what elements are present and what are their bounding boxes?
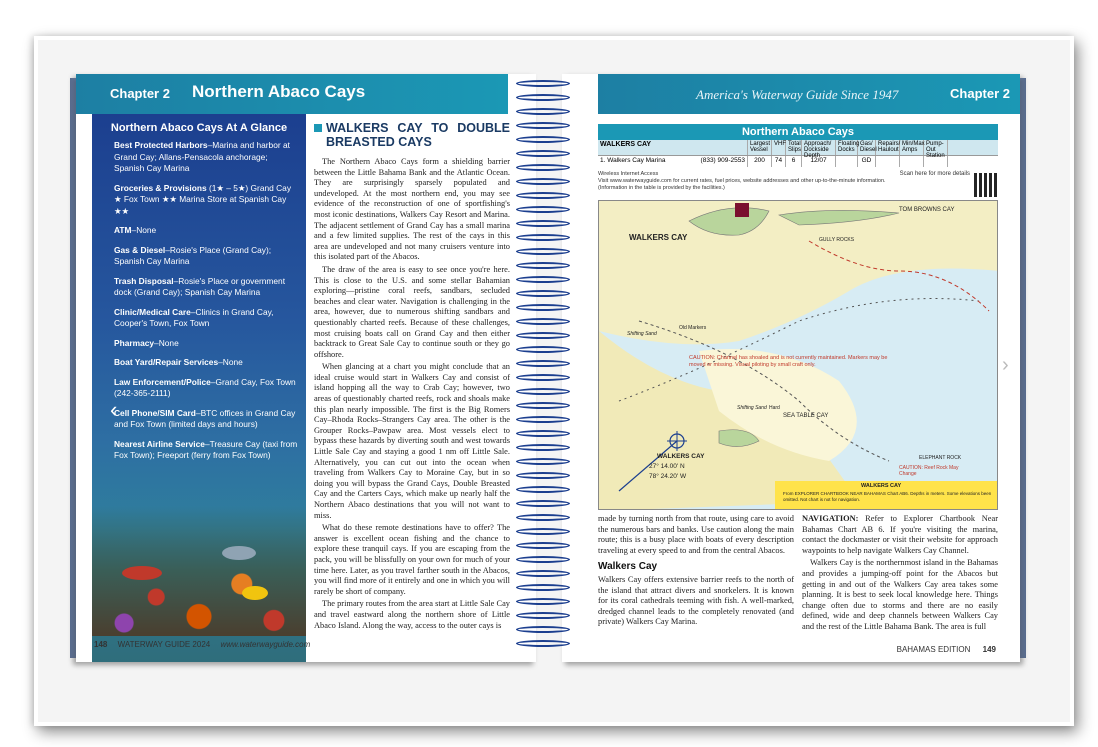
glance-item-label: Best Protected Harbors [114, 140, 208, 150]
glance-item-text: –Marina and harbor at Grand Cay; Allans-Pensacola anchorage; Spanish Cay Marina [114, 140, 290, 173]
spiral-coil [516, 276, 570, 283]
chapter-title: Northern Abaco Cays [192, 82, 366, 101]
spiral-coil [516, 626, 570, 633]
article-heading: WALKERS CAY TO DOUBLE BREASTED CAYS [314, 122, 510, 149]
right-footer [897, 645, 996, 654]
fish-shape [242, 586, 268, 600]
spiral-coil [516, 444, 570, 451]
spiral-coil [516, 346, 570, 353]
fish-shape [122, 566, 162, 580]
glance-item [114, 225, 298, 237]
spiral-coil [516, 122, 570, 129]
glance-item-label: Trash Disposal [114, 275, 174, 286]
right-column-1 [598, 514, 794, 630]
left-header-bar [76, 74, 508, 114]
glance-item-text: –BTC offices in Grand Cay and Fox Town (limited days and hours) [114, 407, 296, 429]
previous-page-arrow[interactable]: ‹ [110, 397, 118, 422]
glance-item-label: Boat Yard/Repair Services [114, 357, 219, 367]
glance-list [92, 134, 306, 462]
table-column-header: Repairs/ Haulout [878, 141, 901, 153]
next-page-arrow[interactable]: › [1002, 354, 1009, 376]
map-label: TOM BROWNS CAY [899, 207, 955, 213]
spiral-coil [516, 94, 570, 101]
glance-item-label: Clinic/Medical Care [114, 306, 191, 317]
table-cell [876, 156, 900, 167]
article-paragraph: What do these remote destinations have to offer? The answer is excellent ocean fishing and the chance to explore these tranquil cays. If you are escaping from the pack, you will be blissfully on your own for much of your time here. Later, as you travel farther south in the Abacos, you will find more of it entirely and one in which you will rarely be short of company. [314, 523, 510, 596]
spiral-coil [516, 528, 570, 535]
spiral-coil [516, 416, 570, 423]
channel-caution-note: CAUTION: Channel has shoaled and is not currently maintained. Markers may be moved or missing. Visual piloting by small craft only. [689, 355, 888, 368]
article-paragraph: The primary routes from the area start at Little Sale Cay and travel eastward along the northern shore of Little Abaco Island. Along the way, access to the outer cays is [314, 599, 510, 630]
wifi-note: Wireless Internet Access [598, 171, 659, 177]
table-cell: 74 [772, 156, 786, 167]
right-column-2 [802, 514, 998, 635]
glance-item-text: –None [131, 225, 157, 235]
map-label: Shifting Sand [627, 331, 657, 337]
spiral-coil [516, 332, 570, 339]
fish-shape [222, 546, 256, 560]
website-note: Visit www.waterwayguide.com for current rates, fuel prices, website addresses and other up-to-the-minute information. [598, 178, 886, 184]
table-column-header: Min/Max Amps [902, 141, 925, 153]
spiral-coil [516, 402, 570, 409]
chart-credit-text: From EXPLORER CHARTBOOK NEAR BAHAMAS Chart AB6. Depths in meters. Some elevations been omitted. Not chart is not for navigation. [783, 491, 992, 502]
reef-caution-note: CAUTION: Reef Rock May Change [899, 465, 959, 477]
spiral-coil [516, 542, 570, 549]
waypoint-name: WALKERS CAY [657, 453, 705, 460]
glance-item [114, 439, 298, 462]
walkers-cay-heading: Walkers Cay [598, 561, 658, 573]
table-column-header: Largest Vessel [750, 141, 771, 153]
right-page [562, 74, 1020, 662]
chart-credit-title: WALKERS CAY [861, 483, 902, 489]
spiral-coil [516, 192, 570, 199]
at-a-glance-sidebar [92, 114, 306, 662]
map-label: Shifting Sand [737, 405, 767, 411]
table-cell: 6 [786, 156, 802, 167]
scan-here-label: Scan here for more details [899, 171, 970, 177]
map-label: GULLY ROCKS [819, 237, 855, 243]
spiral-binding [508, 74, 578, 664]
article-paragraph: The Northern Abaco Cays form a shielding barrier between the Little Bahama Bank and the Atlantic Ocean. They are surprisingly sparsely populated and undeveloped. At the most northern end, you may see evidence of the reconstruction of one of sportfishing's most iconic destinations, Walkers Cay Resort and Marina. The adjacent settlement of Grand Cay has a small marina and a few limited supplies. The rest of the cays in this area are undeveloped and not many cruisers venture into this isolated part of the Abacos. [314, 157, 510, 262]
article-paragraph: The draw of the area is easy to see once you're here. This is close to the U.S. and some stellar Bahamian exploring—pristine coral reefs, sandbars, secluded beaches and clear water. Navigation is challenging in the area, however, due to numerous shifting sandbars and questionably charted reefs. Because of these challenges, most cruising boats call on Grand Cay and then either backtrack to Great Sale Cay to continue south or they go offshore. [314, 264, 510, 359]
spiral-coil [516, 304, 570, 311]
facility-note: (Information in the table is provided by the facilities.) [598, 185, 725, 191]
spiral-coil [516, 374, 570, 381]
spiral-coil [516, 570, 570, 577]
map-label: ELEPHANT ROCK [919, 455, 962, 461]
map-label: SEA TABLE CAY [783, 413, 829, 419]
table-header-row [598, 140, 998, 159]
table-cell: GD [858, 156, 876, 167]
spiral-coil [516, 220, 570, 227]
glance-item [114, 338, 298, 350]
chapter-label: Chapter 2 [950, 86, 1010, 101]
coral-reef-photo [92, 506, 306, 636]
spiral-coil [516, 472, 570, 479]
glance-item-text: –Rosie's Place (Grand Cay); Spanish Cay Marina [114, 244, 272, 266]
table-column-header: VHF [772, 140, 786, 155]
map-label: Hard [769, 405, 780, 411]
spiral-coil [516, 262, 570, 269]
table-rows [598, 156, 998, 167]
glance-item-label: Groceries & Provisions [114, 182, 207, 193]
table-column-header: Total Slips [788, 141, 802, 153]
article-paragraph: Walkers Cay offers extensive barrier reefs to the north of the island that attract divers and snorkelers. It is known for its coral cathedrals teeming with fish. A well-marked, dredged channel leads to the completely renovated (and private) Walkers Cay Marina. [598, 574, 794, 627]
table-column-header: Approach/ Dockside Depth [802, 140, 836, 155]
sidebar-heading: Northern Abaco Cays At A Glance [110, 122, 288, 134]
marina-name-cell [598, 156, 748, 167]
glance-item-text: –None [154, 337, 179, 348]
marina-name: 1. Walkers Cay Marina [600, 157, 666, 164]
left-footer [92, 640, 512, 654]
spiral-coil [516, 514, 570, 521]
table-cell: 12/07 [802, 156, 836, 167]
edition-label: BAHAMAS EDITION [896, 645, 971, 654]
left-page [76, 74, 536, 662]
spiral-coil [516, 108, 570, 115]
glance-item [114, 245, 298, 268]
article-paragraph: made by turning north from that route, using care to avoid the numerous bars and banks. Use caution along the main route; this is a busy place with boats of every description traveling at every speed to and from the central Abacos. [598, 514, 794, 555]
spiral-coil [516, 206, 570, 213]
left-article-column [314, 118, 510, 633]
glance-item [114, 183, 298, 218]
spiral-coil [516, 598, 570, 605]
map-label: WALKERS CAY [629, 233, 688, 242]
glance-item-text: –Clinics in Grand Cay, Cooper's Town, Fox Town [114, 306, 274, 328]
spiral-coil [516, 430, 570, 437]
marina-table [598, 124, 998, 192]
table-row[interactable] [598, 156, 998, 167]
table-cell [900, 156, 924, 167]
table-cell: 200 [748, 156, 772, 167]
table-cell [836, 156, 858, 167]
navigation-label: NAVIGATION: [802, 514, 859, 523]
glance-item-label: ATM [114, 225, 132, 235]
map-label: Old Markers [679, 325, 707, 331]
spiral-coil [516, 612, 570, 619]
glance-item-text: –None [218, 357, 243, 367]
glance-item-text: –Grand Cay, Fox Town (242-365-2111) [114, 376, 296, 398]
spiral-coil [516, 248, 570, 255]
spiral-coil [516, 290, 570, 297]
spiral-coil [516, 234, 570, 241]
spiral-coil [516, 458, 570, 465]
table-column-header: Gas/ Diesel [860, 141, 877, 153]
table-notes [598, 171, 998, 192]
article-paragraph: When glancing at a chart you might conclude that an ideal cruise would start in Walkers Cay and consist of island hopping all the way to Crab Cay; however, two areas of questionably charted reefs, rock and shoals make this plan nearly impossible. The first is the Big Romers Cay–Rhoda Rocks–Strangers Cay area. The other is the Grouper Rocks–Pawpaw area. Most vessels elect to bypass these hazards by diverting south and west towards Little Sale Cay and staying a good 1 nm off Little Sale. Alternatively, you can cut out into the ocean when traveling from Walkers Cay to Moraine Cay, but in so doing you will bypass the Grand Cays, Double Breasted Cay and the Carters Cays, which make up nearly half the Northern Abaco destinations that you will not want to miss. [314, 362, 510, 520]
table-header-name: WALKERS CAY [598, 140, 748, 155]
glance-item [114, 408, 298, 431]
glance-item [114, 140, 298, 175]
glance-item [114, 276, 298, 299]
spiral-coil [516, 178, 570, 185]
spiral-coil [516, 486, 570, 493]
page-number: 148 [94, 640, 108, 649]
spiral-coil [516, 80, 570, 87]
article-paragraph: Walkers Cay is the northernmost island in the Bahamas and provides a jumping-off point for the Abacos but getting in and out of the Walkers Cay area takes some planning. It is best to seek local knowledge here. Things change often due to storms and there are no easily defined, wide and deep channels between Walkers Cay and the rest of the Little Bahama Bank. The area is full [802, 558, 998, 631]
glance-item [114, 357, 298, 369]
spiral-coil [516, 360, 570, 367]
guide-name: WATERWAY GUIDE 2024 [117, 640, 211, 649]
page-number: 149 [982, 645, 996, 654]
right-header-bar [598, 74, 1020, 114]
table-title: Northern Abaco Cays [598, 124, 998, 140]
glance-item-text: (1★ – 5★) Grand Cay ★ Fox Town ★★ Marina Store at Spanish Cay ★★ [114, 182, 292, 216]
waypoint-longitude: 78° 24.20' W [649, 473, 687, 480]
marina-phone: (833) 909-2553 [700, 157, 745, 164]
waypoint-latitude: 27° 14.00' N [649, 463, 685, 470]
glance-item-label: Pharmacy [114, 337, 155, 348]
tagline: America's Waterway Guide Since 1947 [696, 87, 899, 102]
glance-item [114, 307, 298, 330]
spiral-coil [516, 136, 570, 143]
spiral-coil [516, 164, 570, 171]
spiral-coil [516, 584, 570, 591]
guide-url: www.waterwayguide.com [220, 640, 311, 649]
table-cell [924, 156, 948, 167]
glance-item [114, 377, 298, 400]
spiral-coil [516, 640, 570, 647]
glance-item-text: –Rosie's Place or government dock (Grand Cay); Spanish Cay Marina [114, 275, 286, 297]
chapter-label: Chapter 2 [110, 86, 170, 101]
navigation-text: Refer to Explorer Chartbook Near Bahamas Chart AB 6. If you're visiting the marina, contact the dockmaster or visit their website for approach waypoints to help navigate Walkers Cay Channel. [802, 514, 998, 555]
glance-item-label: Nearest Airline Service [114, 438, 205, 449]
spiral-coil [516, 318, 570, 325]
glance-item-text: –Treasure Cay (taxi from Fox Town); Freeport (ferry from Fox Town) [114, 438, 298, 460]
glance-item-label: Law Enforcement/Police [114, 376, 211, 387]
qr-code[interactable] [974, 173, 998, 197]
glance-item-label: Gas & Diesel [114, 244, 166, 255]
spiral-coil [516, 388, 570, 395]
spiral-coil [516, 500, 570, 507]
spiral-coil [516, 556, 570, 563]
table-column-header: Pump-Out Station [924, 140, 948, 155]
spiral-coil [516, 150, 570, 157]
nautical-chart-map [598, 200, 998, 510]
marina-icon[interactable] [735, 203, 749, 217]
glance-item-label: Cell Phone/SIM Card [114, 407, 196, 418]
table-column-header: Floating Docks [838, 141, 860, 153]
